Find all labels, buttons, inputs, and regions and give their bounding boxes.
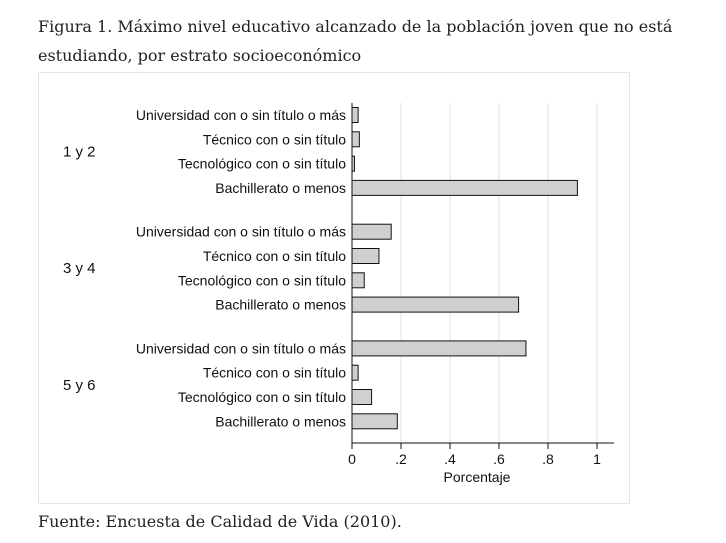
- bar: [352, 414, 397, 429]
- bar-chart: [39, 73, 629, 503]
- x-axis-title: Porcentaje: [443, 469, 511, 485]
- x-tick-label: .8: [542, 451, 554, 467]
- bar-label: Universidad con o sin título o más: [135, 340, 346, 357]
- group-label: 3 y 4: [63, 260, 96, 278]
- bar: [352, 180, 577, 195]
- bar-label: Bachillerato o menos: [215, 413, 346, 430]
- bar-label: Bachillerato o menos: [215, 296, 346, 313]
- category-labels: [63, 107, 346, 429]
- x-tick-label: .6: [493, 451, 505, 467]
- x-tick-label: .2: [395, 451, 407, 467]
- bar: [352, 108, 358, 123]
- bar: [352, 390, 372, 405]
- chart-area: [38, 72, 630, 504]
- x-tick-label: 1: [593, 451, 601, 467]
- bar: [352, 132, 359, 147]
- x-axis: [348, 103, 614, 467]
- bar: [352, 297, 519, 312]
- bar: [352, 341, 526, 356]
- figure-source: Fuente: Encuesta de Calidad de Vida (2010).: [38, 512, 402, 531]
- x-tick-label: 0: [348, 451, 356, 467]
- bar: [352, 365, 358, 380]
- bar: [352, 273, 364, 288]
- bar-label: Tecnológico con o sin título: [177, 389, 346, 405]
- bar-label: Universidad con o sin título o más: [135, 223, 346, 240]
- group-label: 5 y 6: [63, 376, 96, 394]
- bar-label: Tecnológico con o sin título: [177, 272, 346, 289]
- bar-label: Técnico con o sin título: [202, 131, 346, 148]
- bar-label: Tecnológico con o sin título: [177, 155, 346, 172]
- bar-label: Técnico con o sin título: [202, 364, 346, 381]
- bar-label: Bachillerato o menos: [215, 179, 346, 196]
- bar: [352, 224, 391, 239]
- bars: [352, 108, 577, 429]
- gridlines: [401, 103, 597, 443]
- bar-label: Técnico con o sin título: [202, 248, 346, 264]
- bar: [352, 249, 379, 264]
- bar-label: Universidad con o sin título o más: [135, 107, 346, 123]
- x-tick-label: .4: [444, 451, 456, 467]
- figure-caption: Figura 1. Máximo nivel educativo alcanzado de la población joven que no está estudiando, por estrato socioeconómico: [38, 17, 673, 65]
- group-label: 1 y 2: [63, 143, 96, 161]
